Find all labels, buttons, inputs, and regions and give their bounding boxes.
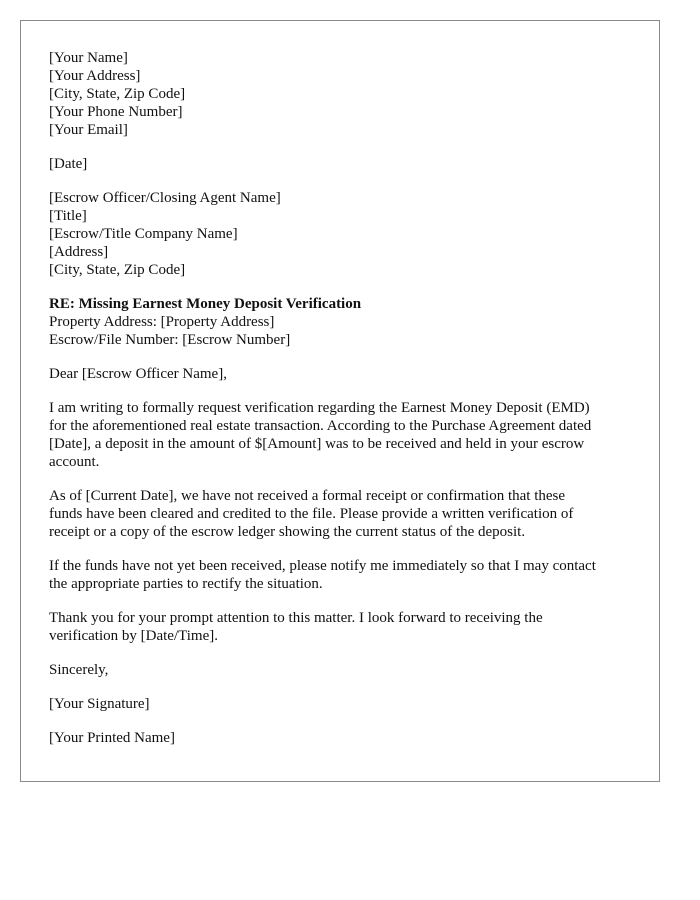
paragraph-line: [Date], a deposit in the amount of $[Amount] was to be received and held in your escrow	[49, 436, 585, 452]
sender-phone: [Your Phone Number]	[49, 104, 183, 120]
paragraph-line: I am writing to formally request verification regarding the Earnest Money Deposit (EMD)	[49, 400, 590, 416]
subject-block	[49, 295, 639, 349]
sender-city-state-zip: [City, State, Zip Code]	[49, 86, 186, 102]
letter-date: [Date]	[49, 156, 88, 172]
paragraph-line: funds have been cleared and credited to the file. Please provide a written verification of	[49, 506, 574, 522]
closing-block	[49, 661, 639, 679]
paragraph-line: receipt or a copy of the escrow ledger showing the current status of the deposit.	[49, 524, 526, 540]
paragraph-line: verification by [Date/Time].	[49, 628, 218, 644]
letter-page	[20, 20, 660, 782]
recipient-company: [Escrow/Title Company Name]	[49, 226, 238, 242]
printed-name-block	[49, 729, 639, 747]
letter-body	[49, 49, 639, 763]
property-address-line: Property Address: [Property Address]	[49, 314, 275, 330]
paragraph-line: the appropriate parties to rectify the situation.	[49, 576, 323, 592]
recipient-block	[49, 189, 639, 279]
recipient-city-state-zip: [City, State, Zip Code]	[49, 262, 186, 278]
paragraph-thanks	[49, 609, 639, 645]
closing: Sincerely,	[49, 662, 109, 678]
sender-block	[49, 49, 639, 139]
salutation-block	[49, 365, 639, 383]
paragraph-line: for the aforementioned real estate transaction. According to the Purchase Agreement dated	[49, 418, 592, 434]
sender-email: [Your Email]	[49, 122, 128, 138]
paragraph-line: account.	[49, 454, 100, 470]
paragraph-request	[49, 399, 639, 471]
sender-name: [Your Name]	[49, 50, 128, 66]
date-block	[49, 155, 639, 173]
recipient-name: [Escrow Officer/Closing Agent Name]	[49, 190, 281, 206]
signature-placeholder: [Your Signature]	[49, 696, 150, 712]
recipient-title: [Title]	[49, 208, 87, 224]
paragraph-status	[49, 487, 639, 541]
recipient-address: [Address]	[49, 244, 109, 260]
paragraph-line: As of [Current Date], we have not received a formal receipt or confirmation that these	[49, 488, 566, 504]
sender-address: [Your Address]	[49, 68, 141, 84]
paragraph-line: Thank you for your prompt attention to this matter. I look forward to receiving the	[49, 610, 543, 626]
salutation: Dear [Escrow Officer Name],	[49, 366, 227, 382]
signature-block	[49, 695, 639, 713]
subject-line: RE: Missing Earnest Money Deposit Verification	[49, 296, 362, 312]
paragraph-notify	[49, 557, 639, 593]
paragraph-line: If the funds have not yet been received, please notify me immediately so that I may contact	[49, 558, 596, 574]
printed-name: [Your Printed Name]	[49, 730, 175, 746]
escrow-number-line: Escrow/File Number: [Escrow Number]	[49, 332, 291, 348]
